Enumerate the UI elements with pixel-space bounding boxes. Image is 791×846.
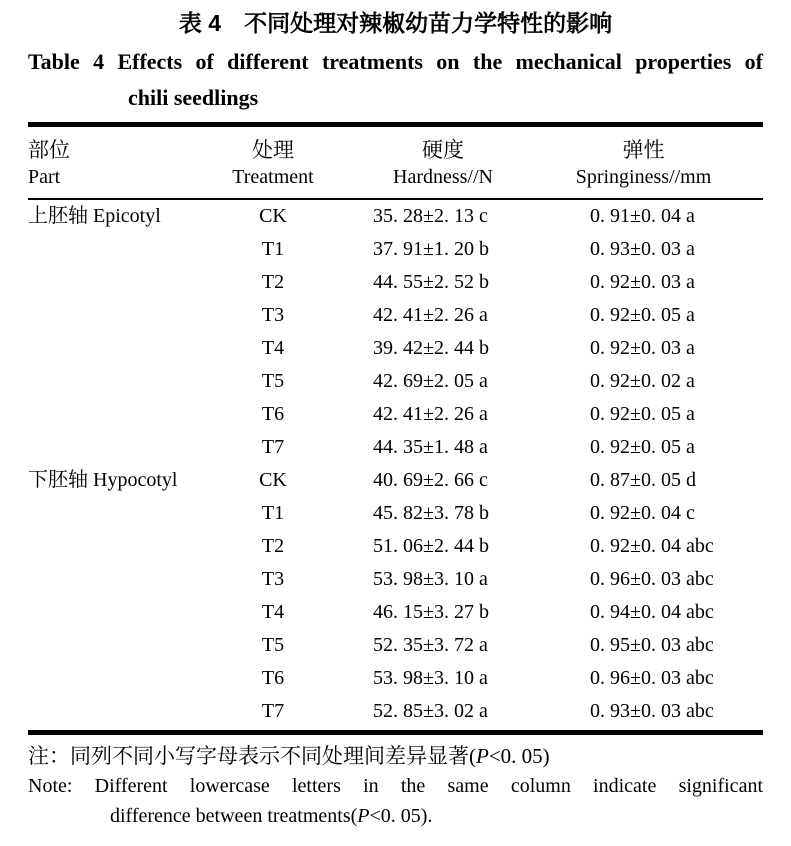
note-zh-p-symbol: P bbox=[476, 744, 489, 768]
springiness-cell: 0. 93±0. 03 a bbox=[590, 238, 695, 260]
table-title-en-line2: chili seedlings bbox=[128, 85, 259, 110]
springiness-cell: 0. 92±0. 02 a bbox=[590, 370, 695, 392]
column-header-part-en: Part bbox=[28, 166, 61, 188]
hardness-cell: 39. 42±2. 44 b bbox=[373, 337, 489, 359]
springiness-cell: 0. 87±0. 05 d bbox=[590, 469, 696, 491]
treatment-cell: T7 bbox=[261, 700, 285, 722]
hardness-cell: 40. 69±2. 66 c bbox=[373, 469, 488, 491]
column-header-hardness-zh: 硬度 bbox=[422, 138, 464, 162]
table-bottom-rule bbox=[28, 730, 763, 735]
treatment-cell: CK bbox=[259, 205, 287, 227]
column-header-hardness-en: Hardness//N bbox=[393, 166, 493, 188]
table-header bbox=[28, 127, 763, 199]
treatment-cell: T7 bbox=[261, 436, 285, 458]
table-row bbox=[28, 464, 763, 497]
treatment-cell: T4 bbox=[261, 601, 285, 623]
springiness-cell: 0. 96±0. 03 abc bbox=[590, 667, 714, 689]
column-header-treatment-en: Treatment bbox=[232, 166, 314, 188]
column-header-springiness-zh: 弹性 bbox=[622, 138, 665, 162]
treatment-cell: T3 bbox=[261, 568, 285, 590]
table-title-en bbox=[28, 48, 763, 112]
treatment-cell: T2 bbox=[261, 271, 285, 293]
treatment-cell: CK bbox=[259, 469, 287, 491]
treatment-cell: T5 bbox=[261, 634, 285, 656]
springiness-cell: 0. 92±0. 03 a bbox=[590, 271, 695, 293]
note-en-p-symbol: P bbox=[357, 805, 370, 827]
column-header-treatment-zh: 处理 bbox=[252, 138, 294, 162]
springiness-cell: 0. 94±0. 04 abc bbox=[590, 601, 714, 623]
column-header-hardness bbox=[346, 127, 540, 199]
hardness-cell: 52. 35±3. 72 a bbox=[373, 634, 488, 656]
hardness-cell: 46. 15±3. 27 b bbox=[373, 601, 489, 623]
note-en-line1: Note: Different lowercase letters in the same column indicate significant bbox=[28, 775, 763, 797]
hardness-cell: 35. 28±2. 13 c bbox=[373, 205, 488, 227]
data-table bbox=[28, 127, 763, 728]
table-notes bbox=[28, 741, 763, 831]
springiness-cell: 0. 92±0. 05 a bbox=[590, 436, 695, 458]
springiness-cell: 0. 92±0. 05 a bbox=[590, 304, 695, 326]
springiness-cell: 0. 91±0. 04 a bbox=[590, 205, 695, 227]
hardness-cell: 52. 85±3. 02 a bbox=[373, 700, 488, 722]
hardness-cell: 53. 98±3. 10 a bbox=[373, 667, 488, 689]
part-label-hypocotyl: 下胚轴 Hypocotyl bbox=[28, 469, 178, 491]
treatment-cell: T4 bbox=[261, 337, 285, 359]
hardness-cell: 42. 41±2. 26 a bbox=[373, 304, 488, 326]
column-header-springiness-en: Springiness//mm bbox=[575, 166, 712, 188]
hardness-cell: 37. 91±1. 20 b bbox=[373, 238, 489, 260]
treatment-cell: T1 bbox=[261, 238, 285, 260]
hardness-cell: 44. 35±1. 48 a bbox=[373, 436, 488, 458]
springiness-cell: 0. 92±0. 04 c bbox=[590, 502, 695, 524]
note-en-line2 bbox=[110, 801, 763, 831]
note-zh-text: 注：同列不同小写字母表示不同处理间差异显著( bbox=[28, 744, 476, 768]
springiness-cell: 0. 93±0. 03 abc bbox=[590, 700, 714, 722]
note-zh-suffix: <0. 05) bbox=[488, 744, 550, 768]
springiness-cell: 0. 92±0. 04 abc bbox=[590, 535, 714, 557]
treatment-cell: T1 bbox=[261, 502, 285, 524]
springiness-cell: 0. 96±0. 03 abc bbox=[590, 568, 714, 590]
note-en-line2-suffix: <0. 05). bbox=[369, 805, 433, 827]
hardness-cell: 44. 55±2. 52 b bbox=[373, 271, 489, 293]
column-header-treatment bbox=[200, 127, 346, 199]
treatment-cell: T6 bbox=[261, 667, 285, 689]
note-zh bbox=[28, 741, 763, 771]
table-title-zh: 表 4 不同处理对辣椒幼苗力学特性的影响 bbox=[178, 10, 613, 36]
note-en-line2-text: difference between treatments( bbox=[110, 805, 358, 827]
treatment-cell: T2 bbox=[261, 535, 285, 557]
treatment-cell: T6 bbox=[261, 403, 285, 425]
hardness-cell: 51. 06±2. 44 b bbox=[373, 535, 489, 557]
part-label-epicotyl: 上胚轴 Epicotyl bbox=[28, 205, 161, 227]
column-header-springiness bbox=[540, 127, 763, 199]
table-title-en-line1: Table 4 Effects of different treatments on the mechanical properties of bbox=[28, 49, 763, 74]
table-row bbox=[28, 199, 763, 233]
springiness-cell: 0. 92±0. 05 a bbox=[590, 403, 695, 425]
springiness-cell: 0. 92±0. 03 a bbox=[590, 337, 695, 359]
springiness-cell: 0. 95±0. 03 abc bbox=[590, 634, 714, 656]
hardness-cell: 42. 69±2. 05 a bbox=[373, 370, 488, 392]
treatment-cell: T5 bbox=[261, 370, 285, 392]
hardness-cell: 53. 98±3. 10 a bbox=[373, 568, 488, 590]
column-header-part bbox=[28, 127, 200, 199]
treatment-cell: T3 bbox=[261, 304, 285, 326]
hardness-cell: 45. 82±3. 78 b bbox=[373, 502, 489, 524]
column-header-part-zh: 部位 bbox=[28, 138, 70, 162]
hardness-cell: 42. 41±2. 26 a bbox=[373, 403, 488, 425]
table-body bbox=[28, 199, 763, 728]
